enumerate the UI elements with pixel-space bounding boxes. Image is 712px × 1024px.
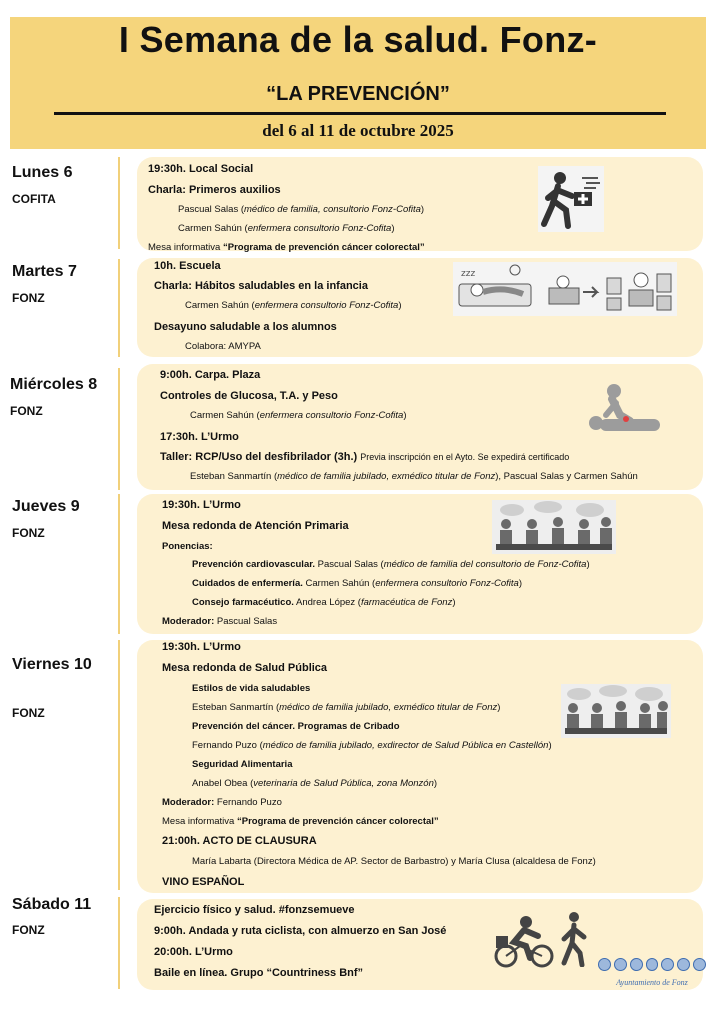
event-title: Mesa redonda de Atención Primaria [162, 520, 349, 532]
walker-icon [558, 911, 590, 967]
day-label-monday: Lunes 6 [12, 164, 73, 181]
event-title: Baile en línea. Grupo “Countriness Bnf” [154, 967, 364, 979]
event-title: Ejercicio físico y salud. #fonzsemueve [154, 904, 355, 916]
event-time: 9:00h. Andada y ruta ciclista, con almuerzo en San José [154, 925, 447, 937]
event-title: Charla: Primeros auxilios [148, 184, 281, 196]
speaker-line: Carmen Sahún (enfermera consultorio Fonz-Cofita) [190, 410, 407, 421]
speaker-line: Prevención cardiovascular. Pascual Salas (médico de familia del consultorio de Fonz-Cofita) [192, 559, 590, 570]
info-line: Colabora: AMYPA [185, 341, 261, 352]
day-divider-line [118, 494, 120, 634]
round-table-icon [492, 500, 616, 554]
day-divider-line [118, 640, 120, 890]
place-label-wednesday: FONZ [10, 404, 43, 418]
divider [54, 112, 666, 115]
child-habits-icon [453, 262, 677, 316]
day-divider-line [118, 157, 120, 249]
svg-text:zzz: zzz [461, 269, 476, 279]
event-title: VINO ESPAÑOL [162, 876, 245, 888]
speaker-line: Carmen Sahún (enfermera consultorio Fonz-Cofita) [185, 300, 402, 311]
first-aid-runner-icon [538, 166, 604, 232]
round-table-icon [561, 684, 671, 738]
place-label-friday: FONZ [12, 706, 45, 720]
event-title: Mesa redonda de Salud Pública [162, 662, 328, 674]
place-label-tuesday: FONZ [12, 291, 45, 305]
speaker-line: Consejo farmacéutico. Andrea López (farmacéutica de Fonz) [192, 597, 456, 608]
day-divider-line [118, 368, 120, 490]
event-title: Charla: Hábitos saludables en la infancia [154, 280, 368, 292]
speaker-line: Anabel Obea (veterinaria de Salud Pública, zona Monzón) [192, 778, 438, 789]
speaker-line: Fernando Puzo (médico de familia jubilado, exdirector de Salud Pública en Castellón) [192, 740, 552, 751]
event-time: 17:30h. L’Urmo [160, 431, 239, 443]
day-divider-line [118, 897, 120, 989]
header-banner [10, 17, 706, 149]
info-line: Mesa informativa “Programa de prevención cáncer colorectal” [162, 816, 439, 827]
day-label-friday: Viernes 10 [12, 656, 92, 673]
cpr-icon [586, 381, 664, 435]
logo-text: Ayuntamiento de Fonz [616, 978, 688, 987]
topic-title: Prevención del cáncer. Programas de Cribado [192, 721, 400, 732]
speaker-line: Esteban Sanmartín (médico de familia jubilado, exmédico titular de Fonz), Pascual Salas y Carmen Sahún [190, 471, 638, 482]
day-label-saturday: Sábado 11 [12, 896, 92, 913]
event-time: 19:30h. L’Urmo [162, 499, 241, 511]
speaker-line: Cuidados de enfermería. Carmen Sahún (enfermera consultorio Fonz-Cofita) [192, 578, 523, 589]
event-time: 19:30h. L’Urmo [162, 641, 241, 653]
event-time: 19:30h. Local Social [148, 163, 254, 175]
section-label: Ponencias: [162, 541, 213, 552]
event-time: 20:00h. L’Urmo [154, 946, 233, 958]
speaker-line: Esteban Sanmartín (médico de familia jubilado, exmédico titular de Fonz) [192, 702, 501, 713]
moderator-line: Moderador: Fernando Puzo [162, 797, 282, 808]
logo-emblem [598, 958, 706, 971]
topic-title: Estilos de vida saludables [192, 683, 311, 694]
event-title: Desayuno saludable a los alumnos [154, 321, 337, 333]
event-time: 10h. Escuela [154, 260, 221, 272]
day-divider-line [118, 259, 120, 357]
speaker-line: Carmen Sahún (enfermera consultorio Fonz-Cofita) [178, 223, 395, 234]
place-label-saturday: FONZ [12, 923, 45, 937]
page-title: I Semana de la salud. Fonz- [118, 19, 598, 60]
speaker-line: Pascual Salas (médico de familia, consultorio Fonz-Cofita) [178, 204, 425, 215]
event-title: 21:00h. ACTO DE CLAUSURA [162, 835, 317, 847]
moderator-line: Moderador: Pascual Salas [162, 616, 278, 627]
event-time: 9:00h. Carpa. Plaza [160, 369, 261, 381]
cyclist-icon [492, 914, 556, 968]
speaker-line: María Labarta (Directora Médica de AP. Sector de Barbastro) y María Clusa (alcaldesa de Fonz) [192, 856, 596, 867]
day-label-tuesday: Martes 7 [12, 263, 77, 280]
place-label-monday: COFITA [12, 192, 56, 206]
date-range: del 6 al 11 de octubre 2025 [262, 121, 454, 140]
town-hall-logo [598, 958, 706, 987]
place-label-thursday: FONZ [12, 526, 45, 540]
day-label-wednesday: Miércoles 8 [10, 376, 98, 393]
topic-title: Seguridad Alimentaria [192, 759, 293, 770]
day-label-thursday: Jueves 9 [12, 498, 80, 515]
page-subtitle: “LA PREVENCIÓN” [266, 83, 450, 105]
event-title: Taller: RCP/Uso del desfibrilador (3h.) Previa inscripción en el Ayto. Se expedirá certificado [160, 451, 570, 463]
event-title: Controles de Glucosa, T.A. y Peso [160, 390, 338, 402]
info-line: Mesa informativa “Programa de prevención cáncer colorectal” [148, 242, 425, 253]
